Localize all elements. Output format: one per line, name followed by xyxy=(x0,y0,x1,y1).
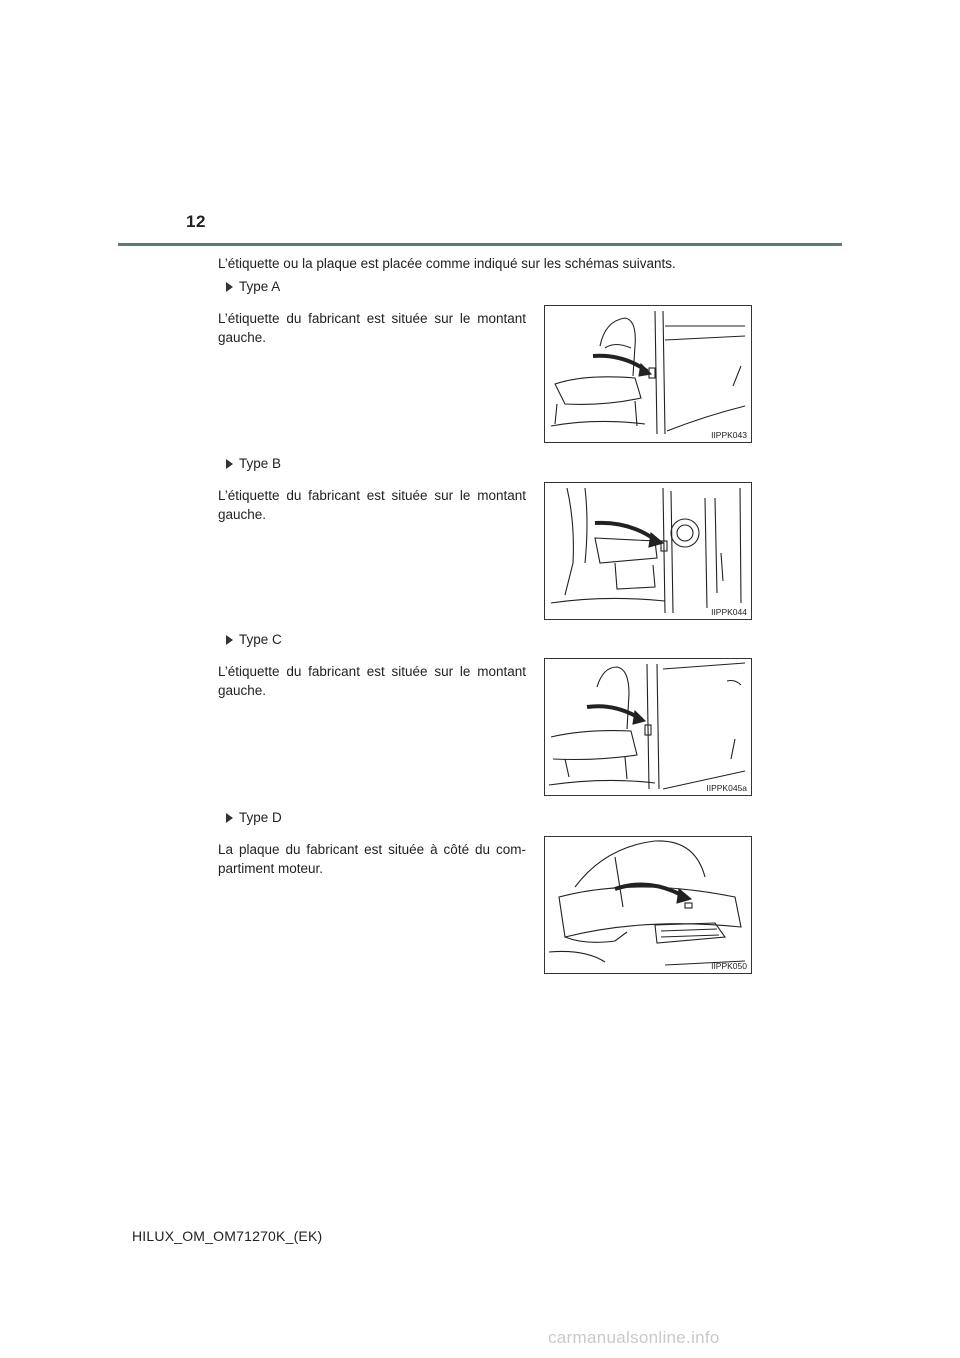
watermark-link[interactable]: carmanualsonline.info xyxy=(548,1328,720,1347)
figure-code: IIPPK044 xyxy=(711,607,747,617)
type-c-description: L’étiquette du fabricant est située sur le montant gauche. xyxy=(218,664,526,698)
figure-code: IIPPK045a xyxy=(706,783,747,793)
bullet-triangle-icon xyxy=(226,813,233,823)
figure-code: IIPPK050 xyxy=(711,961,747,971)
bullet-triangle-icon xyxy=(226,282,233,292)
document-code: HILUX_OM_OM71270K_(EK) xyxy=(132,1228,323,1244)
bullet-triangle-icon xyxy=(226,635,233,645)
figure-type-b xyxy=(544,482,752,620)
type-a-label: Type A xyxy=(239,279,281,294)
type-a-heading xyxy=(226,279,280,294)
type-a-description: L’étiquette du fabricant est située sur le montant gauche. xyxy=(218,311,526,345)
type-b-heading xyxy=(226,456,281,471)
page-number: 12 xyxy=(186,212,206,231)
figure-code: IIPPK043 xyxy=(711,430,747,440)
type-c-label: Type C xyxy=(239,632,282,647)
header-rule xyxy=(118,243,842,246)
type-d-label: Type D xyxy=(239,810,282,825)
type-b-label: Type B xyxy=(239,456,282,471)
type-b-description: L’étiquette du fabricant est située sur le montant gauche. xyxy=(218,488,526,522)
type-d-heading xyxy=(226,810,282,825)
type-d-description: La plaque du fabricant est située à côté du com-partiment moteur. xyxy=(218,842,526,876)
figure-type-a xyxy=(544,305,752,443)
intro-text: L’étiquette ou la plaque est placée comme indiqué sur les schémas suivants. xyxy=(218,256,676,271)
figure-type-c xyxy=(544,658,752,796)
type-c-heading xyxy=(226,632,282,647)
figure-type-d xyxy=(544,836,752,974)
bullet-triangle-icon xyxy=(226,459,233,469)
